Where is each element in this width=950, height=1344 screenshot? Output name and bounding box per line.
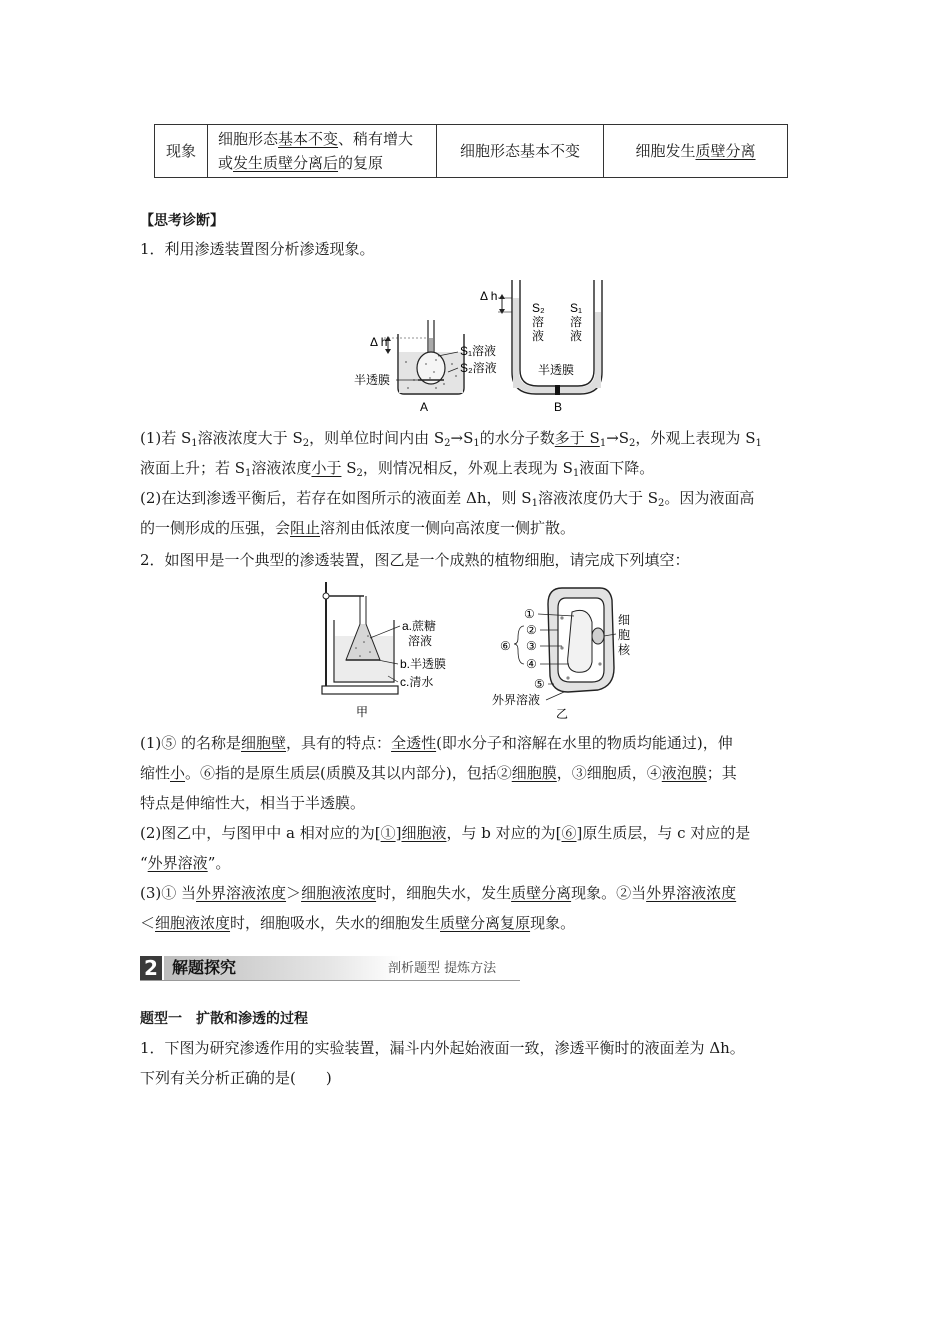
- table-label: 现象: [155, 125, 208, 178]
- figure-b-dh: Δ h: [480, 289, 498, 303]
- figure-b-s1: S₁ 溶液: [570, 301, 583, 343]
- figure-a-s1: S₁溶液: [460, 344, 497, 358]
- osmosis-and-cell-figure: [312, 578, 652, 720]
- section-subtitle: 剖析题型 提炼方法: [388, 961, 497, 976]
- figure-b-label: B: [554, 400, 563, 414]
- q2-answer1-line1: (1)⑤ 的名称是细胞壁，具有的特点：全透性(即水分子和溶解在水里的物质均能通过)，伸: [140, 734, 733, 752]
- osmosis-apparatus-figure: [340, 276, 620, 416]
- q1-title: 1．利用渗透装置图分析渗透现象。: [140, 240, 375, 258]
- figure-jia-a2: 溶液: [408, 634, 433, 648]
- figure-jia-c: c.清水: [400, 675, 434, 689]
- table-cell-plasmolysis-recovery: 细胞形态基本不变、稍有增大 或发生质壁分离后的复原: [208, 125, 437, 178]
- ex1-line2: 下列有关分析正确的是( ): [140, 1069, 332, 1087]
- ex1-line1: 1．下图为研究渗透作用的实验装置，漏斗内外起始液面一致，渗透平衡时的液面差为 Δh。: [140, 1039, 745, 1057]
- q1-para2-line2: 的一侧形成的压强，会阻止溶剂由低浓度一侧向高浓度一侧扩散。: [140, 519, 576, 537]
- q1-para2-line1: (2)在达到渗透平衡后，若存在如图所示的液面差 Δh，则 $S_1$溶液浓度仍大于 $S_2$。因为液面高: [140, 489, 755, 509]
- section-number: 2: [140, 956, 162, 980]
- phenomenon-table: [154, 124, 788, 178]
- figure-b-u-tube: [480, 280, 602, 414]
- q2-answer1-line3: 特点是伸缩性大，相当于半透膜。: [140, 794, 366, 812]
- section-divider: [140, 980, 520, 981]
- figure-jia-apparatus: [322, 582, 446, 719]
- figure-b-membrane: 半透膜: [538, 363, 575, 377]
- q2-title: 2．如图甲是一个典型的渗透装置，图乙是一个成熟的植物细胞，请完成下列填空：: [140, 551, 690, 569]
- figure-a-beaker: [354, 320, 497, 414]
- section-heading: 【思考诊断】: [140, 213, 224, 229]
- q2-answer3-line2: ＜细胞液浓度时，细胞吸水，失水的细胞发生质壁分离复原现象。: [140, 914, 576, 932]
- type1-title: 题型一 扩散和渗透的过程: [140, 1011, 308, 1027]
- q2-answer3-line1: (3)① 当外界溶液浓度＞细胞液浓度时，细胞失水，发生质壁分离现象。②当外界溶液浓度: [140, 884, 737, 902]
- figure-yi-plant-cell: [492, 588, 631, 720]
- figure-yi-outer: 外界溶液: [492, 693, 541, 707]
- figure-a-dh: Δ h: [370, 335, 388, 349]
- figure-a-label: A: [420, 400, 429, 414]
- q1-para1-line1: (1)若 $S_1$溶液浓度大于 $S_2$，则单位时间内由 $S_2\to S_1$的水分子数多于 $S_1\to S_2$，外观上表现为 $S_1$: [140, 429, 762, 449]
- figure-a-membrane: 半透膜: [354, 373, 391, 387]
- figure-yi-nucleus-3: 核: [618, 643, 631, 657]
- figure-yi-n6: ⑥: [500, 639, 511, 653]
- q2-answer2-line1: (2)图乙中，与图甲中 a 相对应的为[①]细胞液，与 b 对应的为[⑥]原生质层，与 c 对应的是: [140, 824, 751, 842]
- figure-yi-nucleus-2: 胞: [618, 628, 631, 642]
- q1-para1-line2: 液面上升；若 $S_1$溶液浓度小于 $S_2$，则情况相反，外观上表现为 $S_1$液面下降。: [140, 459, 655, 479]
- figure-yi-n2: ②: [526, 623, 537, 637]
- table-cell-plasmolysis: 细胞发生质壁分离: [604, 125, 788, 178]
- figure-yi-n1: ①: [524, 607, 535, 621]
- q2-answer2-line2: “外界溶液”。: [140, 854, 231, 872]
- section-banner: [140, 956, 520, 982]
- q2-answer1-line2: 缩性小。⑥指的是原生质层(质膜及其以内部分)，包括②细胞膜，③细胞质，④液泡膜；其: [140, 764, 737, 782]
- figure-a-s2: S₂溶液: [460, 361, 497, 375]
- table-cell-unchanged: 细胞形态基本不变: [437, 125, 604, 178]
- figure-yi-n3: ③: [526, 639, 537, 653]
- figure-jia-b: b.半透膜: [400, 657, 447, 671]
- figure-yi-n4: ④: [526, 657, 537, 671]
- figure-jia-label: 甲: [356, 705, 369, 719]
- figure-yi-n5: ⑤: [534, 677, 545, 691]
- figure-jia-a1: a.蔗糖: [402, 619, 437, 633]
- figure-b-s2: S₂ 溶液: [532, 301, 545, 343]
- section-title: 解题探究: [172, 958, 237, 977]
- figure-yi-label: 乙: [556, 707, 569, 720]
- figure-yi-nucleus-1: 细: [618, 613, 631, 627]
